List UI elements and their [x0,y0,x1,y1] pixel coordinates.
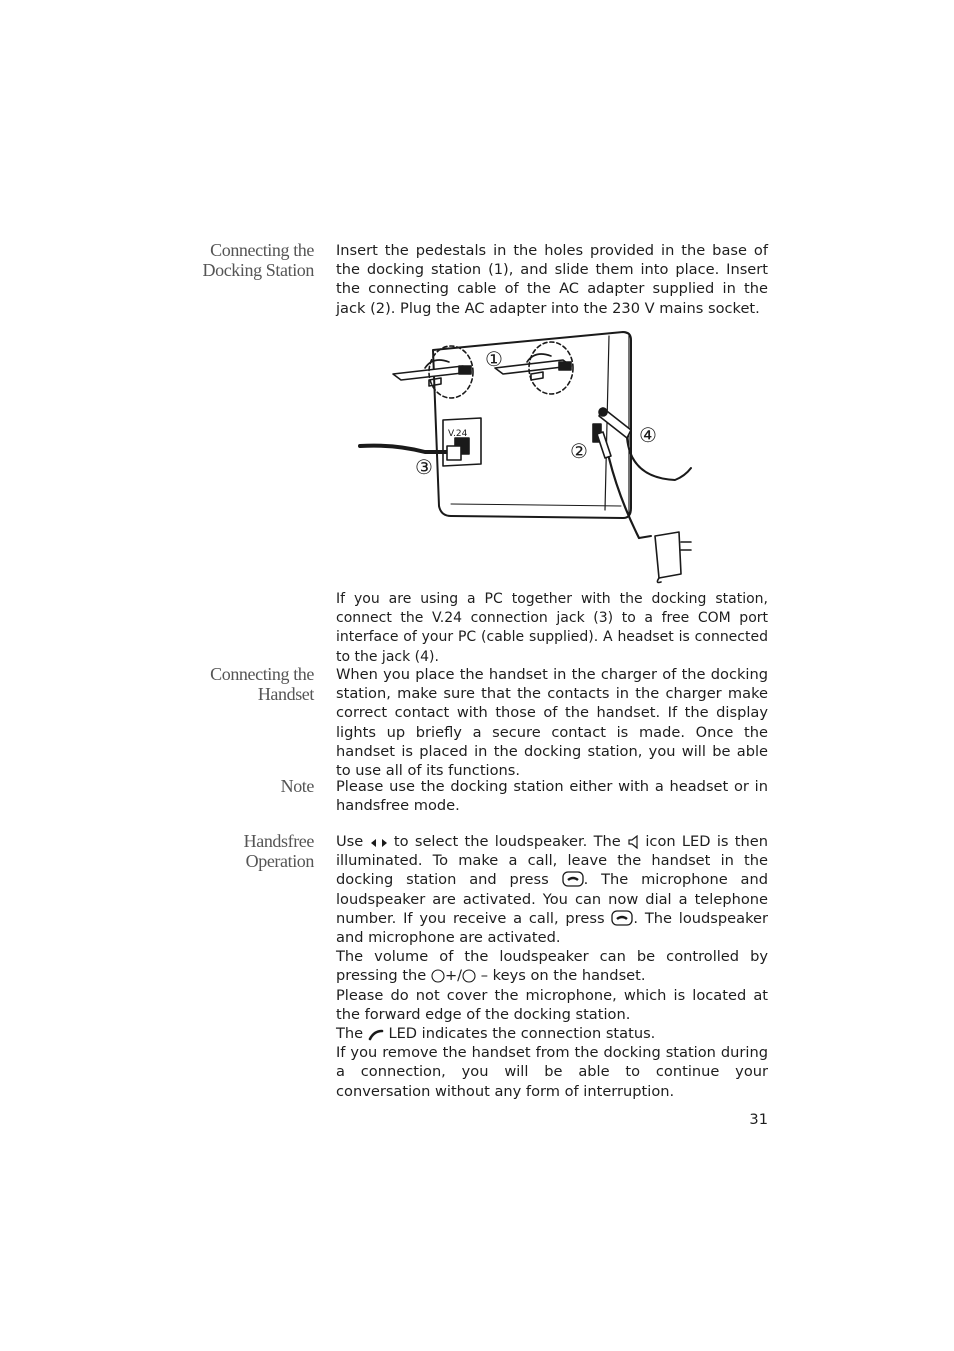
heading-line: Handset [257,684,314,704]
text-run: – keys on the handset. [480,967,646,985]
handset-text: When you place the handset in the charger of the docking station, make sure that the contacts in the charger make correct contact with those of the handset. If the display lights up briefly a secure contact is made. Once the handset is placed in the docking station, you will be able to use all of its functions. [336,666,768,780]
heading-line: Connecting the [210,240,314,260]
handsfree-paragraphs [336,832,768,1101]
heading-line: Connecting the [210,664,314,684]
page-number: 31 [749,1111,768,1128]
handset-key-icon [611,910,633,926]
heading-handsfree-operation [150,831,314,871]
round-key-icon [462,969,476,983]
text-run: . The microphone and loudspeaker are activated. You can now dial a telephone number. If you receive a call, press [336,871,768,927]
round-key-icon [431,969,445,983]
heading-line: Note [280,776,314,796]
speaker-icon [627,835,639,849]
text-run: +/ [444,967,463,985]
docking-station-figure [355,328,705,586]
handsfree-paragraph-5: If you remove the handset from the docking station during a connection, you will be able to continue your conversation without any form of interruption. [336,1044,768,1100]
heading-line: Handsfree [243,831,314,851]
nav-arrows-icon [370,837,388,849]
phone-led-icon [368,1029,384,1041]
heading-line: Docking Station [202,260,314,280]
callout-2: ② [570,439,588,463]
handsfree-paragraph-1 [336,832,768,947]
heading-connecting-handset [150,664,314,704]
text-run: icon LED is then illuminated. To make a call, leave the handset in the docking station and press [336,833,768,889]
docking-paragraph [336,241,768,318]
docking-text: Insert the pedestals in the holes provided in the base of the docking station (1), and slide them into place. Insert the connecting cable of the AC adapter supplied in the jack (2). Plug the AC adapter into the 230 V mains socket. [336,242,768,317]
heading-line: Operation [245,851,314,871]
pc-note-paragraph [336,590,768,667]
power-plug [597,432,611,458]
handsfree-paragraph-4 [336,1024,768,1043]
serial-cable [360,446,453,452]
text-run: to select the loudspeaker. The [393,833,621,850]
v24-label: V.24 [448,429,468,439]
text-run: . The loudspeaker and microphone are activated. [336,909,768,947]
callout-1: ① [485,347,503,371]
callout-4: ④ [639,423,657,447]
text-run: Use [336,833,364,850]
callout-3: ③ [415,455,433,479]
heading-connecting-docking-station [150,240,314,280]
station-edge [623,332,629,514]
note-text: Please use the docking station either with a headset or in handsfree mode. [336,778,768,815]
pedestal-right-icon [495,342,573,394]
handset-paragraph [336,665,768,780]
handsfree-paragraph-3: Please do not cover the microphone, which is located at the forward edge of the docking station. [336,986,768,1023]
heading-note [150,776,314,796]
text-run: The [336,1025,364,1043]
ac-adapter-icon [639,532,691,583]
text-run: The volume of the loudspeaker can be controlled by pressing the [336,948,768,985]
text-run: LED indicates the connection status. [388,1025,656,1043]
handset-key-icon [562,871,584,887]
note-paragraph [336,777,768,815]
pc-note-text: If you are using a PC together with the docking station, connect the V.24 connection jack (3) to a free COM port interface of your PC (cable supplied). A headset is connected to the jack (4). [336,591,768,665]
handsfree-paragraph-2 [336,947,768,985]
